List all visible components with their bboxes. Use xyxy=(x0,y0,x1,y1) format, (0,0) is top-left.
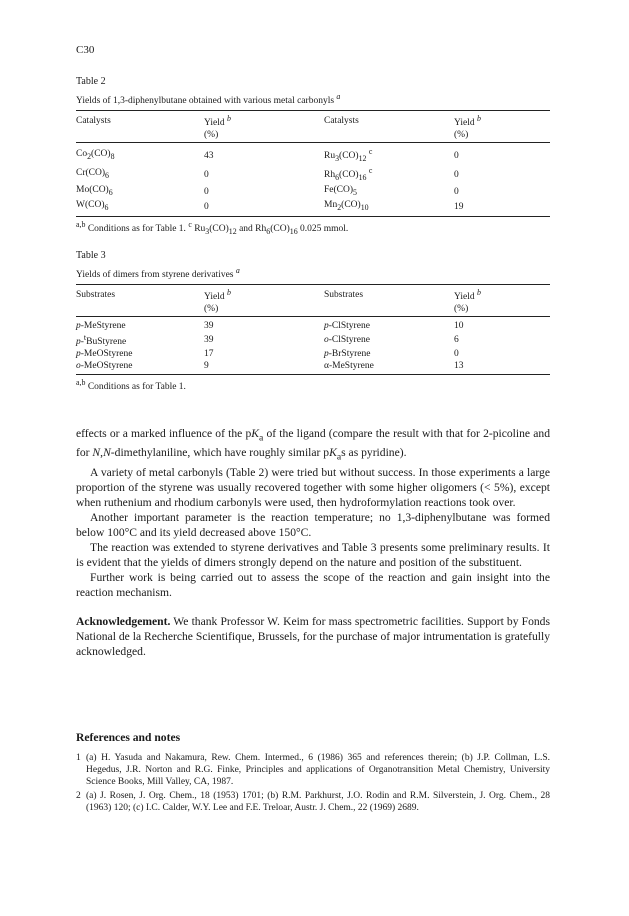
table-2-yield-cell: 43 xyxy=(204,150,214,161)
reference-text: (a) J. Rosen, J. Org. Chem., 18 (1953) 1701; (b) R.M. Parkhurst, J.O. Rodin and R.M. Silverstein, J. Org. Chem., 28 (1963) 120; (c) I.C. Calder, W.Y. Lee and F.E. Treloar, Austr. J. Chem., 22 (1969) 2689. xyxy=(86,791,550,813)
table-2-subheader-unit-2: (%) xyxy=(454,129,550,143)
table-3-name-cell: p-BrStyrene xyxy=(324,349,371,360)
table-3-name-cell: p-$^t$BuStyrene xyxy=(76,333,127,348)
table-2-row xyxy=(76,199,550,216)
table-2-name-cell: $Rh_6(CO)_{16}$ $^c$ xyxy=(324,166,373,183)
table-2-name-cell: $Fe(CO)_5$ xyxy=(324,185,357,198)
table-2-name-cell: $Mn_2(CO)_{10}$ xyxy=(324,199,454,216)
table-2-name-cell: $Mo(CO)_6$ xyxy=(76,185,113,198)
table-3-subheader-blank-1 xyxy=(76,303,204,317)
table-2-caption-mark: a xyxy=(336,92,341,101)
table-2-subheader-blank-2 xyxy=(324,129,454,143)
table-3-caption-mark: a xyxy=(235,266,240,275)
body-paragraph: A variety of metal carbonyls (Table 2) were tried but without success. In those experiments a large proportion of the styrene was usually recovered together with some higher oligomers (< 5%), except when ruthenium and rhodium carbonyls were used, then hydroformylation reactions took over. xyxy=(76,465,550,509)
acknowledgement-title: Acknowledgement. xyxy=(76,614,171,628)
table-3-header-substrates-1: Substrates xyxy=(76,285,204,304)
table-2-row xyxy=(76,143,550,166)
body-paragraph: Further work is being carried out to assess the scope of the reaction and gain insight into the reaction mechanism. xyxy=(76,570,550,599)
acknowledgement-text: We thank Professor W. Keim for mass spectrometric facilities. Support by Fonds National de la Recherche Scientifique, Brussels, for the purchase of major intrumentation is gratefully acknowledged. xyxy=(76,614,550,658)
table-2-yield-cell: 0 xyxy=(204,199,324,216)
table-3 xyxy=(76,284,550,375)
acknowledgement xyxy=(76,614,550,659)
table-2-footnote: $^{a,b}$ Conditions as for Table 1. $^c$ $Ru_3(CO)_{12}$ and $Rh_6(CO)_{16}$ 0.025 mmol. xyxy=(76,220,349,237)
reference-number: 1 xyxy=(76,753,81,763)
table-3-row xyxy=(76,348,550,360)
table-2-yield-cell: 19 xyxy=(454,199,550,216)
table-2-header-catalysts-2: Catalysts xyxy=(324,111,454,130)
table-3-row xyxy=(76,332,550,348)
table-3-name-cell: α-MeStyrene xyxy=(324,360,454,375)
table-3-yield-cell: 39 xyxy=(204,335,214,346)
table-3-name-cell: o-MeOStyrene xyxy=(76,360,204,375)
table-2-yield-cell: 0 xyxy=(454,186,459,197)
table-3-subheader-unit-1: (%) xyxy=(204,303,324,317)
table-3-yield-cell: 13 xyxy=(454,360,550,375)
table-3-name-cell: o-ClStyrene xyxy=(324,335,370,346)
table-2-yield-cell: 0 xyxy=(204,169,209,180)
table-2 xyxy=(76,110,550,217)
table-2-yield-cell: 0 xyxy=(454,169,459,180)
table-3-name-cell: p-MeStyrene xyxy=(76,321,126,332)
page-number: C30 xyxy=(76,44,95,56)
table-2-yield-cell: 0 xyxy=(204,186,209,197)
table-3-caption-text: Yields of dimers from styrene derivatives xyxy=(76,270,236,281)
table-2-name-cell: $Co_2(CO)_8$ xyxy=(76,149,115,162)
table-3-block xyxy=(76,250,550,393)
references-list xyxy=(76,752,550,816)
table-3-header-yield-2: Yield $^b$ xyxy=(454,285,550,304)
body-paragraph: effects or a marked influence of the $pK_a$ of the ligand (compare the result with that for 2-picoline and for N,N-dimethylaniline, which have roughly similar $pK_as$ as pyridine). xyxy=(76,427,550,463)
table-3-caption xyxy=(76,266,550,280)
table-2-row xyxy=(76,184,550,199)
table-2-subheader-blank-1 xyxy=(76,129,204,143)
table-2-caption-text: Yields of 1,3-diphenylbutane obtained with various metal carbonyls xyxy=(76,96,337,107)
body-paragraph: The reaction was extended to styrene derivatives and Table 3 presents some preliminary results. It is evident that the yields of dimers strongly depend on the nature and position of the substituent. xyxy=(76,540,550,569)
body-paragraph: Another important parameter is the reaction temperature; no 1,3-diphenylbutane was formed below 100°C and its yield decreased above 150°C. xyxy=(76,510,550,539)
references-heading: References and notes xyxy=(76,731,181,744)
table-2-row xyxy=(76,165,550,184)
table-3-row xyxy=(76,317,550,333)
table-3-name-cell: p-MeOStyrene xyxy=(76,349,133,360)
table-2-header-catalysts-1: Catalysts xyxy=(76,111,204,130)
body-text xyxy=(76,426,550,659)
table-3-row xyxy=(76,360,550,375)
table-3-subheader-blank-2 xyxy=(324,303,454,317)
table-3-yield-cell: 0 xyxy=(454,349,459,360)
table-3-label: Table 3 xyxy=(76,250,106,261)
table-2-name-cell: $Cr(CO)_6$ xyxy=(76,168,109,181)
table-3-name-cell: p-ClStyrene xyxy=(324,321,370,332)
reference-item xyxy=(76,790,550,814)
table-2-caption xyxy=(76,92,550,106)
reference-item xyxy=(76,752,550,788)
table-2-label: Table 2 xyxy=(76,76,106,87)
table-3-yield-cell: 6 xyxy=(454,335,459,346)
table-2-block xyxy=(76,76,550,236)
table-2-name-cell: $Ru_3(CO)_{12}$ $^c$ xyxy=(324,147,373,164)
reference-number: 2 xyxy=(76,791,81,801)
table-2-header-yield-2: Yield $^b$ xyxy=(454,111,550,130)
table-2-subheader-unit-1: (%) xyxy=(204,129,324,143)
table-3-footnote: $^{a,b}$ Conditions as for Table 1. xyxy=(76,378,186,393)
table-3-yield-cell: 10 xyxy=(454,321,464,332)
reference-text: (a) H. Yasuda and Nakamura, Rew. Chem. Intermed., 6 (1986) 365 and references therein; (b) J.P. Collman, L.S. Hegedus, J.R. Norton and R.G. Finke, Principles and applications of Organotransition Metal Chemistry, University Science Books, Mill Valley, CA, 1987. xyxy=(86,753,550,787)
table-2-header-yield-1: Yield $^b$ xyxy=(204,111,324,130)
table-3-header-yield-1: Yield $^b$ xyxy=(204,285,324,304)
table-3-yield-cell: 17 xyxy=(204,349,214,360)
table-2-name-cell: $W(CO)_6$ xyxy=(76,199,204,216)
table-3-yield-cell: 9 xyxy=(204,360,324,375)
table-3-subheader-unit-2: (%) xyxy=(454,303,550,317)
table-3-header-substrates-2: Substrates xyxy=(324,285,454,304)
table-3-yield-cell: 39 xyxy=(204,321,214,332)
table-2-yield-cell: 0 xyxy=(454,150,459,161)
